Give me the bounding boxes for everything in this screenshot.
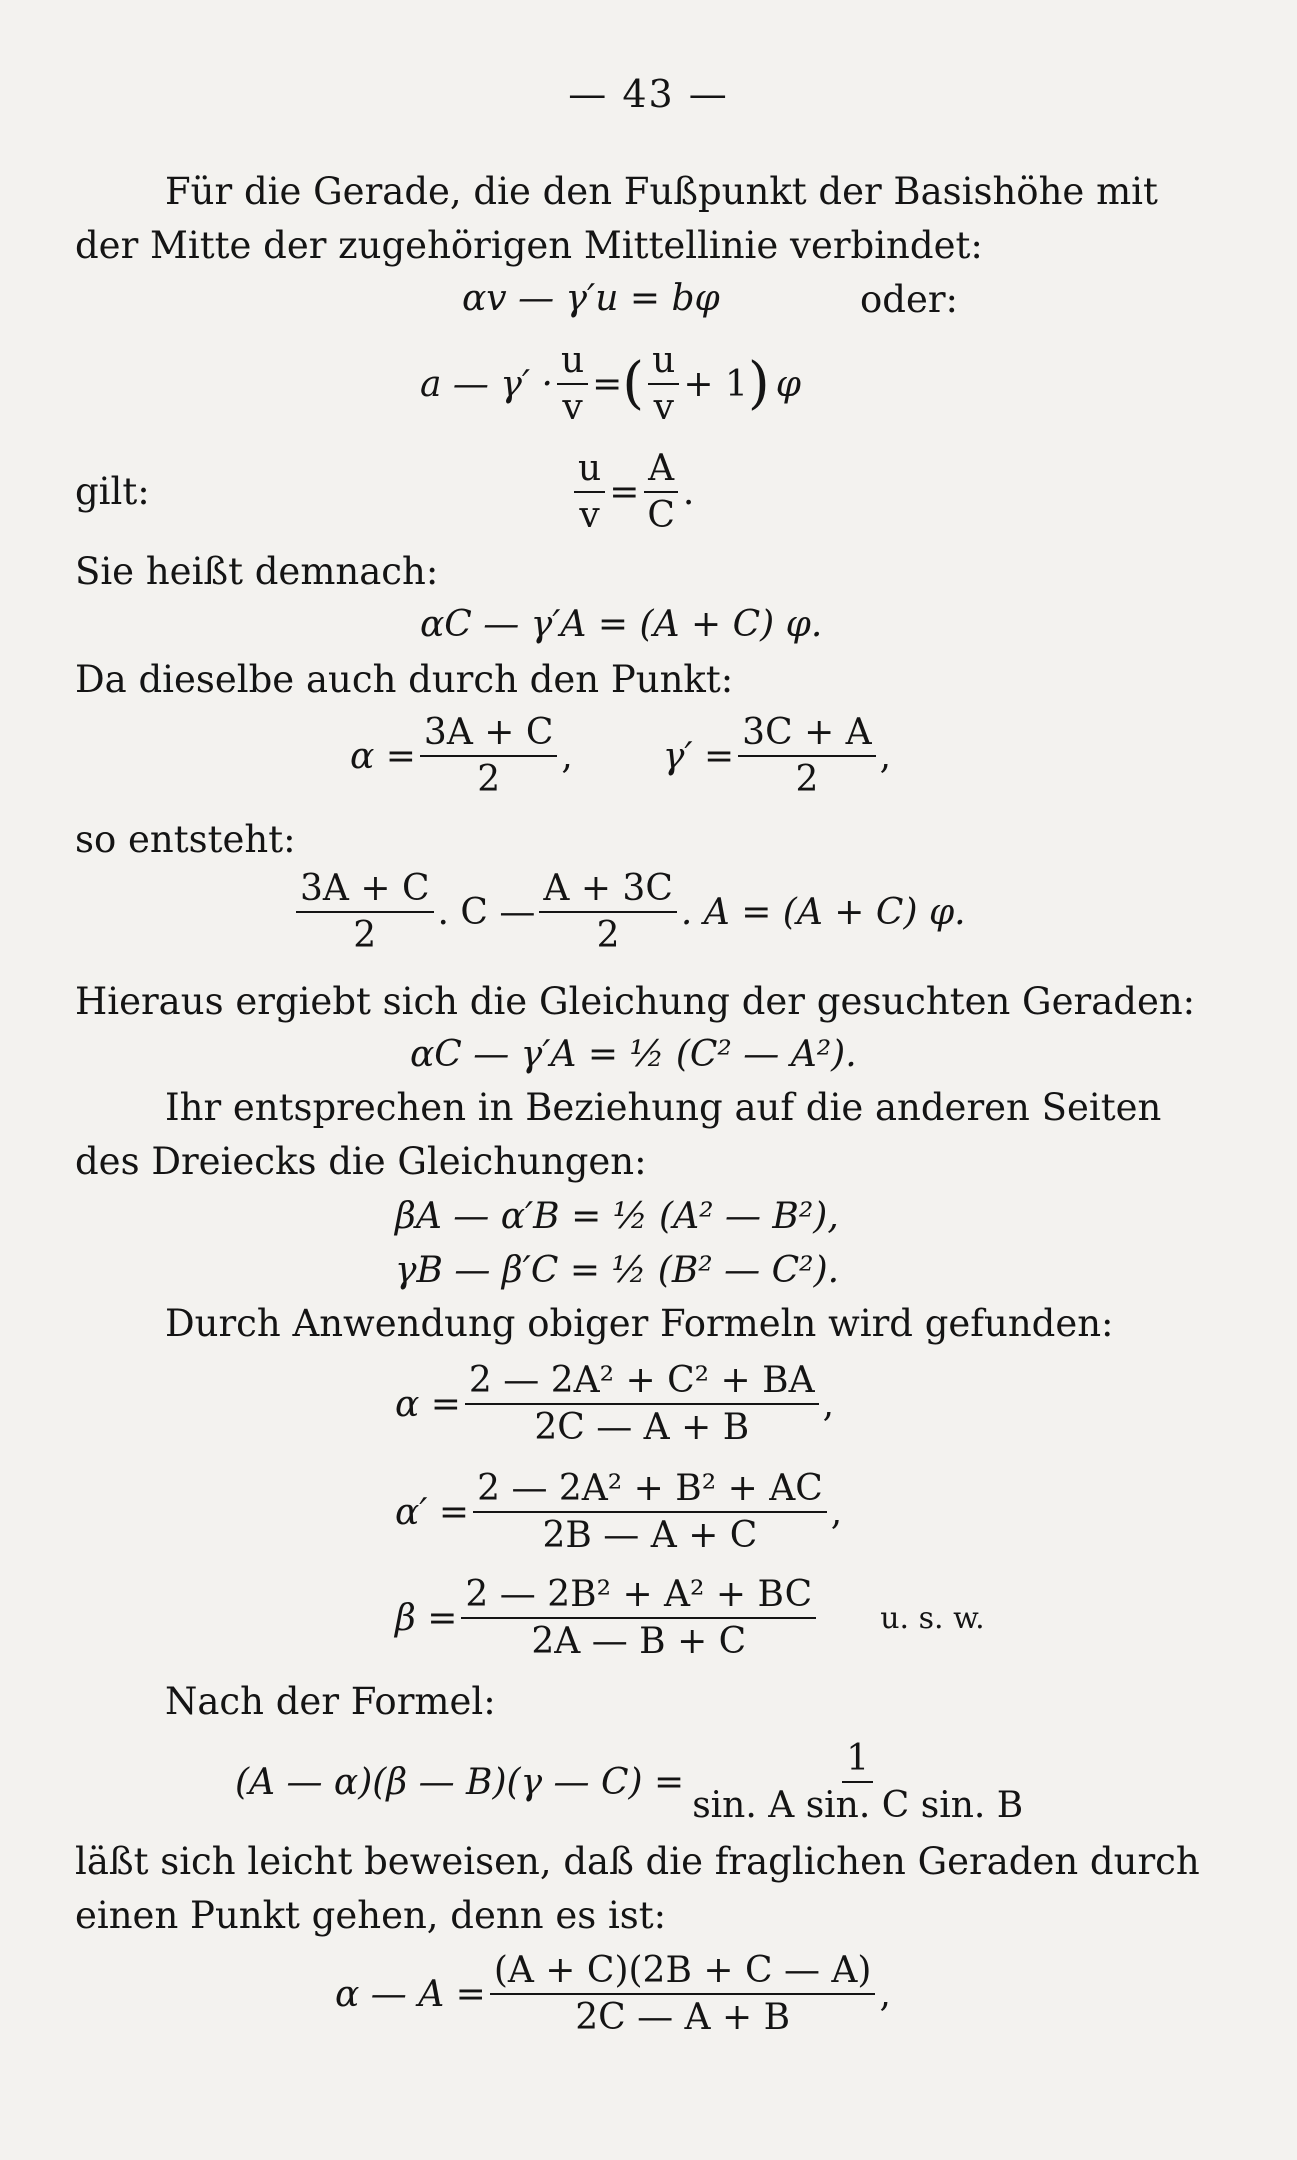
period: .	[682, 471, 695, 513]
fraction: $\frac{u}{v}$	[574, 448, 605, 537]
paragraph-line: Ihr entsprechen in Beziehung auf die anderen Seiten	[165, 1086, 1162, 1129]
equation-12	[395, 1574, 985, 1663]
comma: ,	[561, 735, 573, 777]
equation-text: φ	[775, 363, 801, 405]
equation-5	[350, 712, 891, 801]
equation-text: + 1	[683, 363, 748, 405]
fraction: $\frac{1}{\text{sin. A sin. C sin. B}}$	[692, 1738, 1024, 1827]
equation-text: α′ =	[395, 1491, 470, 1533]
equation-text: αC — γ′A = ½ (C² — A²).	[410, 1034, 857, 1075]
equation-11	[395, 1468, 842, 1557]
equation-10	[395, 1360, 834, 1449]
fraction: $\frac{A}{C}$	[643, 448, 679, 537]
fraction: $\frac{u}{v}$	[648, 340, 679, 429]
fraction: $\frac{\text{2 — 2A² + B² + AC}}{2B — A + C}$	[473, 1468, 827, 1557]
fraction: $\frac{3C + A}{2}$	[738, 712, 876, 801]
equation-text: γ′ =	[662, 735, 735, 777]
paren-open: (	[622, 351, 645, 417]
paragraph-line: Da dieselbe auch durch den Punkt:	[75, 658, 734, 701]
comma: ,	[879, 735, 892, 777]
paragraph-line: so entsteht:	[75, 818, 296, 861]
paragraph-line: gilt:	[75, 470, 150, 513]
fraction: $\frac{(A + C)(2B + C — A)}{2C — A + B}$	[490, 1950, 876, 2039]
fraction: $\frac{\text{2 — 2B² + A² + BC}}{2A — B + C}$	[461, 1574, 816, 1663]
fraction: $\frac{A + 3C}{2}$	[539, 868, 677, 957]
equation-text: α =	[350, 735, 416, 777]
equation-14	[335, 1950, 891, 2039]
equation-text: α =	[395, 1383, 461, 1425]
equation-text: γB — β′C = ½ (B² — C²).	[395, 1250, 840, 1291]
paragraph-line: Hieraus ergiebt sich die Gleichung der gesuchten Geraden:	[75, 980, 1196, 1023]
equation-4	[420, 604, 822, 645]
equation-text: =	[592, 363, 623, 405]
paragraph-line: der Mitte der zugehörigen Mittellinie verbindet:	[75, 224, 983, 267]
equation-13	[235, 1738, 1031, 1827]
equation-3	[570, 448, 694, 537]
paragraph-line: einen Punkt gehen, denn es ist:	[75, 1894, 667, 1937]
comma: ,	[879, 1973, 891, 2015]
equation-9	[395, 1250, 839, 1291]
equation-2	[420, 340, 801, 429]
equation-6	[292, 868, 966, 957]
comma: ,	[830, 1491, 843, 1533]
equation-text: a — γ′ ·	[420, 363, 553, 405]
equation-text: (A — α)(β — B)(γ — C) =	[235, 1761, 685, 1803]
paragraph-line: des Dreiecks die Gleichungen:	[75, 1140, 647, 1183]
paragraph-line: läßt sich leicht beweisen, daß die fraglichen Geraden durch	[75, 1840, 1200, 1883]
equation-text: βA — α′B = ½ (A² — B²),	[395, 1196, 839, 1237]
fraction: $\frac{3A + C}{2}$	[296, 868, 434, 957]
equation-text: u. s. w.	[880, 1600, 985, 1636]
page-number: — 43 —	[568, 72, 729, 116]
fraction: $\frac{3A + C}{2}$	[420, 712, 558, 801]
equation-text: α — A =	[335, 1973, 486, 2015]
equation-1	[462, 278, 720, 319]
equation-text: β =	[395, 1597, 458, 1639]
equation-text: . A = (A + C) φ.	[680, 891, 966, 933]
equation-7	[410, 1034, 857, 1075]
comma: ,	[822, 1383, 835, 1425]
paragraph-line: Sie heißt demnach:	[75, 550, 439, 593]
paragraph-line: Durch Anwendung obiger Formeln wird gefunden:	[165, 1302, 1114, 1345]
paren-close: )	[747, 351, 770, 417]
equation-text: . C —	[437, 891, 536, 933]
equation-text: =	[609, 471, 640, 513]
equation-text: αC — γ′A = (A + C) φ.	[420, 604, 823, 645]
equation-8	[395, 1196, 839, 1237]
fraction: $\frac{u}{v}$	[557, 340, 588, 429]
equation-text: αv — γ′u = bφ	[462, 278, 720, 319]
paragraph-line: Für die Gerade, die den Fußpunkt der Basishöhe mit	[165, 170, 1158, 213]
equation-1-oder: oder:	[860, 278, 959, 321]
fraction: $\frac{\text{2 — 2A² + C² + BA}}{2C — A + B}$	[465, 1360, 819, 1449]
paragraph-line: Nach der Formel:	[165, 1680, 496, 1723]
